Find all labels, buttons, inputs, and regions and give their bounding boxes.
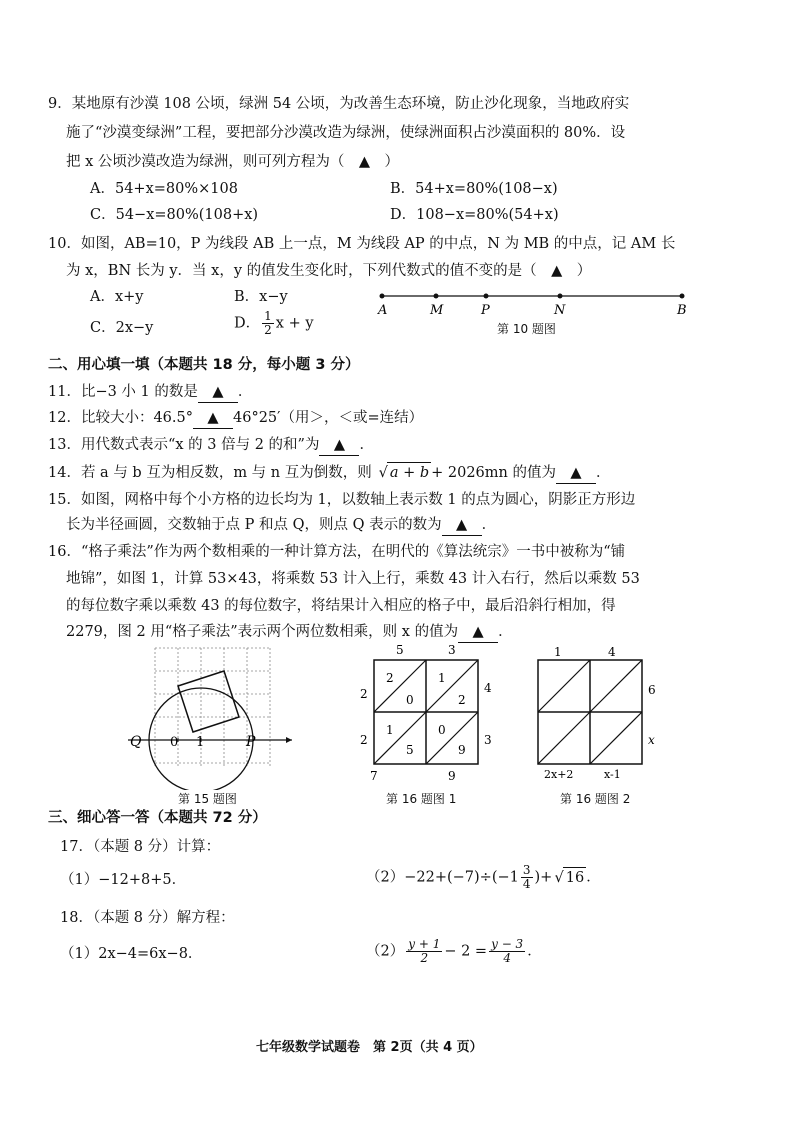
shaded-square (178, 671, 239, 732)
fig15-grid-circle (120, 640, 300, 790)
q9-line2: 施了“沙漠变绿洲”工程，要把部分沙漠改造为绿洲，使绿洲面积占沙漠面积的 80%．设 (66, 125, 626, 141)
point-m (434, 294, 439, 299)
one-label: 1 (196, 735, 205, 750)
q13: 13．用代数式表示“x 的 3 倍与 2 的和”为 ▲ ． (48, 435, 374, 456)
svg-text:9: 9 (458, 743, 466, 757)
q10-caption: 第 10 题图 (497, 322, 556, 336)
svg-text:x-1: x-1 (604, 768, 621, 781)
q15-line2: 长为半径画圆，交数轴于点 P 和点 Q，则点 Q 表示的数为 ▲ ． (66, 515, 496, 536)
q9-option-c: C．54−x=80%(108+x) (90, 207, 259, 223)
point-a (380, 294, 385, 299)
svg-text:4: 4 (608, 645, 616, 659)
label-m: M (430, 303, 444, 318)
q17-title: 17．（本题 8 分）计算： (60, 839, 221, 855)
q10-line1: 10．如图，AB=10，P 为线段 AB 上一点，M 为线段 AP 的中点，N 为 MB 的中点，记 AM 长 (48, 236, 676, 252)
q17-part2: （2）−22+(−7)÷(−1 $\frac{3}{4}$ )+ √ 16 ． (366, 864, 601, 891)
svg-text:0: 0 (406, 693, 414, 707)
svg-text:1: 1 (554, 645, 562, 659)
q9-option-d: D．108−x=80%(54+x) (390, 207, 559, 223)
label-n: N (554, 303, 566, 318)
svg-text:2x+2: 2x+2 (544, 768, 574, 781)
q10-line2: 为 x，BN 长为 y．当 x，y 的值发生变化时，下列代数式的值不变的是（ ▲ ） (66, 263, 592, 279)
q10-option-c: C．2x−y (90, 320, 154, 336)
q10-option-b: B．x−y (234, 289, 288, 305)
section-2-title: 二、用心填一填（本题共 18 分，每小题 3 分） (48, 357, 360, 373)
svg-text:9: 9 (448, 769, 456, 783)
q17-part1: （1）−12+8+5． (60, 872, 187, 888)
fig16-lattice-1 (356, 642, 496, 787)
label-b: B (677, 303, 687, 318)
svg-text:5: 5 (396, 643, 404, 657)
q15-line1: 15．如图，网格中每个小方格的边长均为 1，以数轴上表示数 1 的点为圆心，阴影正方形边 (48, 492, 636, 508)
svg-text:4: 4 (484, 681, 492, 695)
section-3-title: 三、细心答一答（本题共 72 分） (48, 810, 267, 826)
q16-line2: 地锦”，如图 1，计算 53×43，将乘数 53 计入上行，乘数 43 计入右行，然后以乘数 53 (66, 571, 640, 587)
q9-option-b: B．54+x=80%(108−x) (390, 181, 558, 197)
q16-line1: 16．“格子乘法”作为两个数相乘的一种计算方法，在明代的《算法统宗》一书中被称为“铺 (48, 544, 626, 560)
point-p-label: P (246, 734, 256, 750)
label-a: A (378, 303, 388, 318)
q16-line3: 的每位数字乘以乘数 43 的每位数字，将结果计入相应的格子中，最后沿斜行相加，得 (66, 598, 616, 614)
svg-text:1: 1 (386, 723, 394, 737)
svg-text:2: 2 (386, 671, 394, 685)
q18-title: 18．（本题 8 分）解方程： (60, 910, 235, 926)
q16-line4: 2279，图 2 用“格子乘法”表示两个两位数相乘，则 x 的值为 ▲ ． (66, 622, 513, 643)
svg-text:2: 2 (458, 693, 466, 707)
svg-text:3: 3 (448, 643, 456, 657)
q18-part2: （2） $\frac{y + 1}{2}$ − 2 = $\frac{y - 3}{4}$ ． (366, 937, 542, 965)
q9-option-a: A．54+x=80%×108 (90, 181, 238, 197)
svg-text:3: 3 (484, 733, 492, 747)
point-p (484, 294, 489, 299)
q10-option-d: D． $\frac{1}{2}$ x + y (234, 309, 314, 337)
page-footer: 七年级数学试题卷 第 2页（共 4 页） (256, 1040, 483, 1055)
point-n (558, 294, 563, 299)
svg-text:2: 2 (360, 733, 368, 747)
origin-label: 0 (170, 735, 179, 750)
q12: 12．比较大小：46.5° ▲ 46°25′（用＞，＜或=连结） (48, 408, 423, 429)
label-p: P (481, 303, 490, 318)
fig15-caption: 第 15 题图 (178, 792, 237, 806)
q14: 14．若 a 与 b 互为相反数，m 与 n 互为倒数，则 √ a + b + 2026mn 的值为 ▲ ． (48, 462, 610, 484)
svg-text:x: x (648, 733, 655, 747)
fig16-1-caption: 第 16 题图 1 (386, 792, 457, 806)
fig16-2-caption: 第 16 题图 2 (560, 792, 631, 806)
q11: 11．比−3 小 1 的数是 ▲ ． (48, 382, 252, 403)
point-b (680, 294, 685, 299)
q9-line3: 把 x 公顷沙漠改造为绿洲，则可列方程为（ ▲ ） (66, 154, 400, 170)
svg-text:5: 5 (406, 743, 414, 757)
svg-text:6: 6 (648, 683, 656, 697)
svg-text:2: 2 (360, 687, 368, 701)
q10-option-a: A．x+y (90, 289, 144, 305)
q18-part1: （1）2x−4=6x−8． (60, 946, 203, 962)
point-q-label: Q (130, 734, 142, 750)
svg-text:1: 1 (438, 671, 446, 685)
svg-text:7: 7 (370, 769, 378, 783)
svg-text:0: 0 (438, 723, 446, 737)
fig16-lattice-2 (524, 642, 674, 787)
q9-line1: 9．某地原有沙漠 108 公顷，绿洲 54 公顷，为改善生态环境，防止沙化现象，当地政府实 (48, 96, 630, 112)
